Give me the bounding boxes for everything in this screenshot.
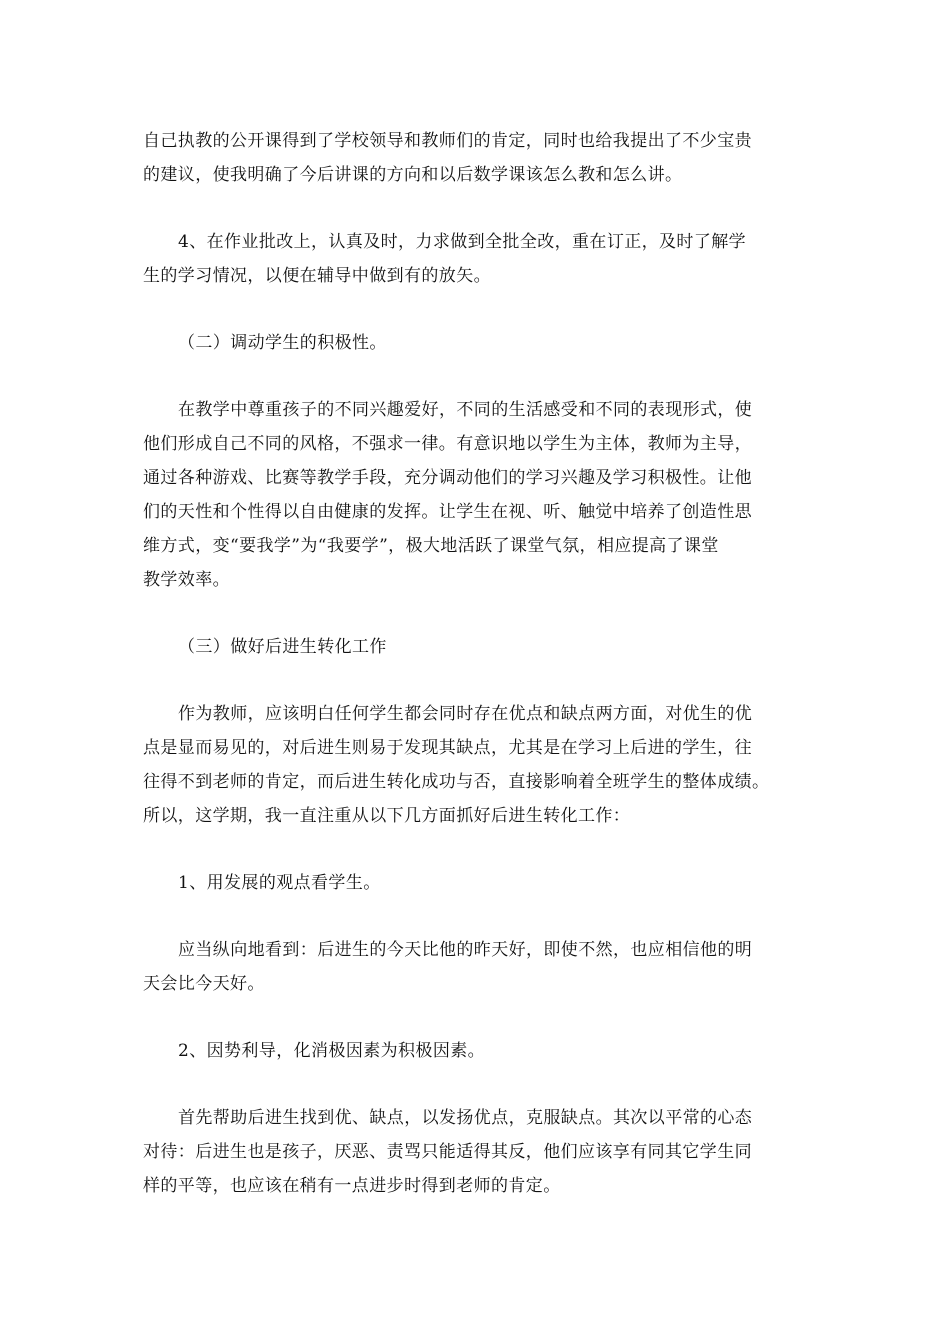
paragraph-line: 应当纵向地看到：后进生的今天比他的昨天好，即使不然，也应相信他的明	[178, 940, 753, 960]
paragraph-p5	[143, 630, 811, 664]
paragraph-line: 在教学中尊重孩子的不同兴趣爱好，不同的生活感受和不同的表现形式，使	[178, 400, 753, 420]
paragraph-line: 4、在作业批改上，认真及时，力求做到全批全改，重在订正，及时了解学	[178, 232, 747, 252]
paragraph-line: 1、用发展的观点看学生。	[178, 873, 381, 893]
paragraph-line: 2、因势利导，化消极因素为积极因素。	[178, 1041, 486, 1061]
paragraph-line: 维方式，变“要我学”为“我要学”，极大地活跃了课堂气氛，相应提高了课堂	[143, 536, 719, 556]
paragraph-line: （二）调动学生的积极性。	[178, 333, 387, 353]
paragraph-p6	[143, 697, 811, 833]
paragraph-line: 所以，这学期，我一直注重从以下几方面抓好后进生转化工作：	[143, 806, 631, 826]
paragraph-line: 往得不到老师的肯定，而后进生转化成功与否，直接影响着全班学生的整体成绩。	[143, 772, 770, 792]
paragraph-p10	[143, 1101, 811, 1203]
paragraph-line: 点是显而易见的，对后进生则易于发现其缺点，尤其是在学习上后进的学生，往	[143, 738, 752, 758]
paragraph-line: 天会比今天好。	[143, 974, 265, 994]
paragraph-p1	[143, 124, 811, 192]
document-body	[143, 124, 811, 1236]
paragraph-line: 教学效率。	[143, 570, 230, 590]
paragraph-line: 他们形成自己不同的风格，不强求一律。有意识地以学生为主体，教师为主导，	[143, 434, 752, 454]
paragraph-line: 的建议，使我明确了今后讲课的方向和以后数学课该怎么教和怎么讲。	[143, 165, 683, 185]
paragraph-line: 生的学习情况，以便在辅导中做到有的放矢。	[143, 266, 491, 286]
paragraph-p2	[143, 225, 811, 293]
paragraph-p4	[143, 393, 811, 597]
paragraph-line: 首先帮助后进生找到优、缺点，以发扬优点，克服缺点。其次以平常的心态	[178, 1108, 753, 1128]
paragraph-line: （三）做好后进生转化工作	[178, 637, 387, 657]
paragraph-line: 作为教师，应该明白任何学生都会同时存在优点和缺点两方面，对优生的优	[178, 704, 753, 724]
paragraph-line: 自己执教的公开课得到了学校领导和教师们的肯定，同时也给我提出了不少宝贵	[143, 131, 752, 151]
paragraph-p9	[143, 1034, 811, 1068]
paragraph-p7	[143, 866, 811, 900]
paragraph-p3	[143, 326, 811, 360]
paragraph-line: 对待：后进生也是孩子，厌恶、责骂只能适得其反，他们应该享有同其它学生同	[143, 1142, 752, 1162]
paragraph-p8	[143, 933, 811, 1001]
paragraph-line: 样的平等，也应该在稍有一点进步时得到老师的肯定。	[143, 1176, 561, 1196]
paragraph-line: 们的天性和个性得以自由健康的发挥。让学生在视、听、触觉中培养了创造性思	[143, 502, 752, 522]
paragraph-line: 通过各种游戏、比赛等教学手段，充分调动他们的学习兴趣及学习积极性。让他	[143, 468, 752, 488]
